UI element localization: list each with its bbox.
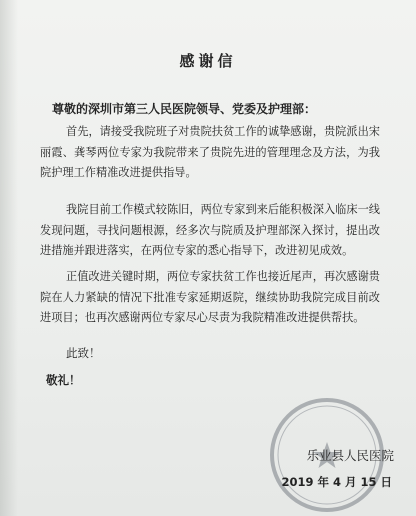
paragraph-3 (40, 267, 380, 329)
regards-text: 敬礼！ (46, 373, 81, 387)
paragraph-2 (40, 200, 380, 262)
paragraph-1 (40, 122, 380, 184)
signature-date: 2019 年 4 月 15 日 (281, 475, 392, 489)
page-shadow (0, 0, 18, 516)
salutation: 尊敬的深圳市第三人民医院领导、党委及护理部： (52, 102, 317, 116)
letter-title: 感谢信 (179, 52, 237, 70)
closing-text: 此致！ (66, 346, 101, 360)
paragraph-1-text: 首先，请接受我院班子对贵院扶贫工作的诚挚感谢，贵院派出宋丽霞、龚琴两位专家为我院带来了贵院先进的管理理念及方法，为我院护理工作精准改进提供指导。 (40, 125, 380, 179)
signature-organization: 乐业县人民医院 (306, 448, 394, 463)
paragraph-3-text: 正值改进关键时期，两位专家扶贫工作也接近尾声，再次感谢贵院在人力紧缺的情况下批准专家延期返院，继续协助我院完成目前改进项目；也再次感谢两位专家尽心尽责为我院精准改进提供帮扶。 (40, 270, 380, 324)
paragraph-2-text: 我院目前工作模式较陈旧，两位专家到来后能积极深入临床一线发现问题，寻找问题根源，经多次与院质及护理部深入探讨，提出改进措施并跟进落实，在两位专家的悉心指导下，改进初见成效。 (40, 203, 380, 257)
